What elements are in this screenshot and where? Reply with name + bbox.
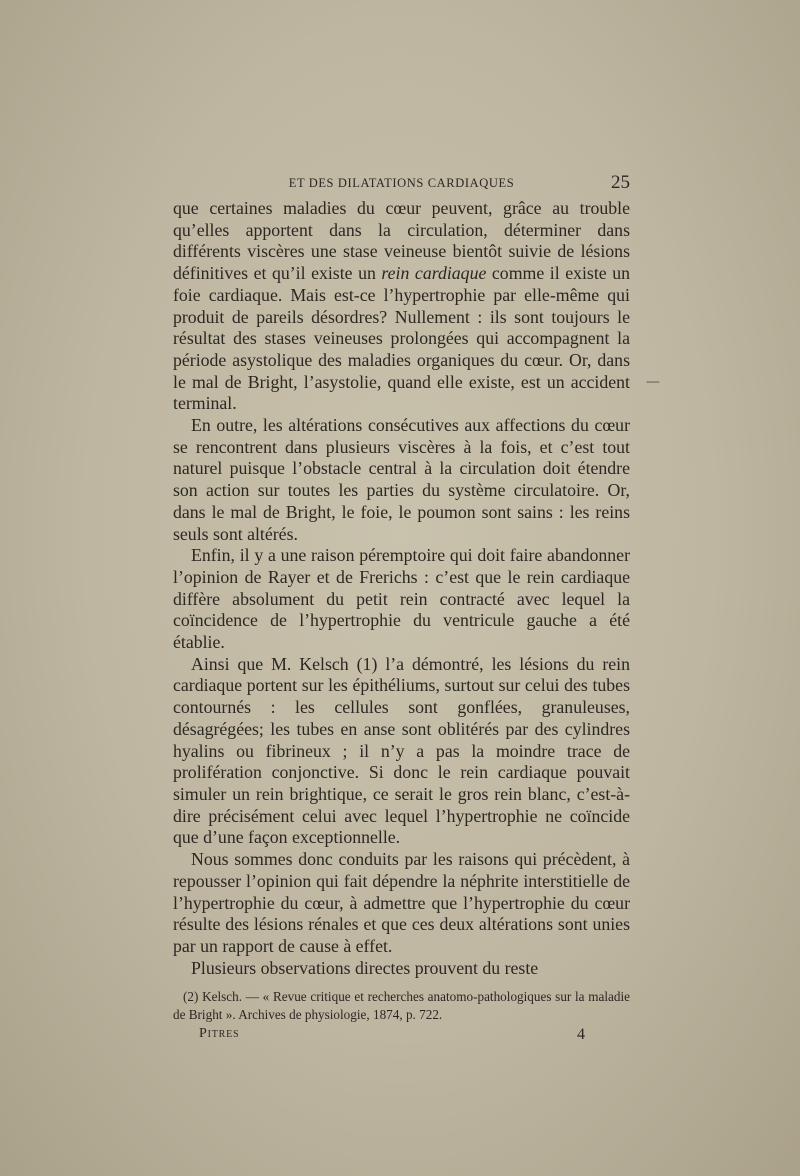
body-text bbox=[173, 198, 630, 979]
gathering-signature: 4 bbox=[577, 1026, 585, 1043]
signature-line bbox=[173, 1026, 630, 1048]
paragraph-6: Plusieurs observations directes prouvent du reste bbox=[191, 957, 539, 978]
author-signature: Pitres bbox=[199, 1026, 240, 1041]
page-number: 25 bbox=[611, 172, 630, 193]
running-title: ET DES DILATATIONS CARDIAQUES bbox=[288, 176, 515, 190]
paragraph-1-italic-term: rein cardiaque bbox=[381, 263, 487, 284]
paragraph-4: Ainsi que M. Kelsch (1) l’a démontré, les lésions du rein cardiaque portent sur les épithéliums, surtout sur celui des tubes contournés : les cellules sont gonflées, granuleuses, désagrégées; les tubes en anse sont oblitérés par des cylindres hyalins ou fibrineux ; il n’y a pas la moindre trace de prolifération conjonctive. Si donc le rein cardiaque pouvait simuler un rein brightique, ce serait le gros rein blanc, c’est-à-dire précisément celui avec lequel l’hypertrophie ne coïncide que d’une façon exceptionnelle. bbox=[173, 653, 630, 848]
paragraph-3: Enfin, il y a une raison péremptoire qui doit faire abandonner l’opinion de Rayer et de Frerichs : c’est que le rein cardiaque diffère absolument du petit rein contracté avec lequel la coïncidence de l’hypertrophie du ventricule gauche a été établie. bbox=[173, 545, 630, 653]
paragraph-1-part-1: que certaines maladies du cœur peuvent, grâce au trouble qu’elles apportent dans la circulation, déterminer dans différents viscères une stase veineuse bientôt suivie de lésions définitives et qu’il existe un bbox=[173, 198, 630, 284]
paragraph-2: En outre, les altérations consécutives aux affections du cœur se rencontrent dans plusieurs viscères à la fois, et c’est tout naturel puisque l’obstacle central à la circulation doit étendre son action sur toutes les parties du système circulatoire. Or, dans le mal de Bright, le foie, le poumon sont sains : les reins seuls sont altérés. bbox=[173, 415, 630, 544]
margin-mark: — bbox=[646, 374, 660, 390]
footnote bbox=[173, 988, 630, 1023]
paragraph-1 bbox=[173, 198, 630, 415]
footnote-text: (2) Kelsch. — « Revue critique et recherches anatomo-pathologiques sur la maladie de Bright ». Archives de physiologie, 1874, p. 722. bbox=[173, 989, 630, 1022]
paragraph-5: Nous sommes donc conduits par les raisons qui précèdent, à repousser l’opinion qui fait dépendre la néphrite interstitielle de l’hypertrophie du cœur, à admettre que l’hypertrophie du cœur résulte des lésions rénales et que ces deux altérations sont unies par un rapport de cause à effet. bbox=[173, 849, 630, 956]
running-head bbox=[173, 172, 630, 194]
paragraph-1-part-3: comme il existe un foie cardiaque. Mais est-ce l’hypertrophie par elle-même qui produit de pareils désordres? Nullement : ils sont toujours le résultat des stases veineuses prolongées qui accompagnent la période asystolique des maladies organiques du cœur. Or, dans le mal de Bright, l’asystolie, quand elle existe, est un accident terminal. bbox=[173, 263, 630, 414]
